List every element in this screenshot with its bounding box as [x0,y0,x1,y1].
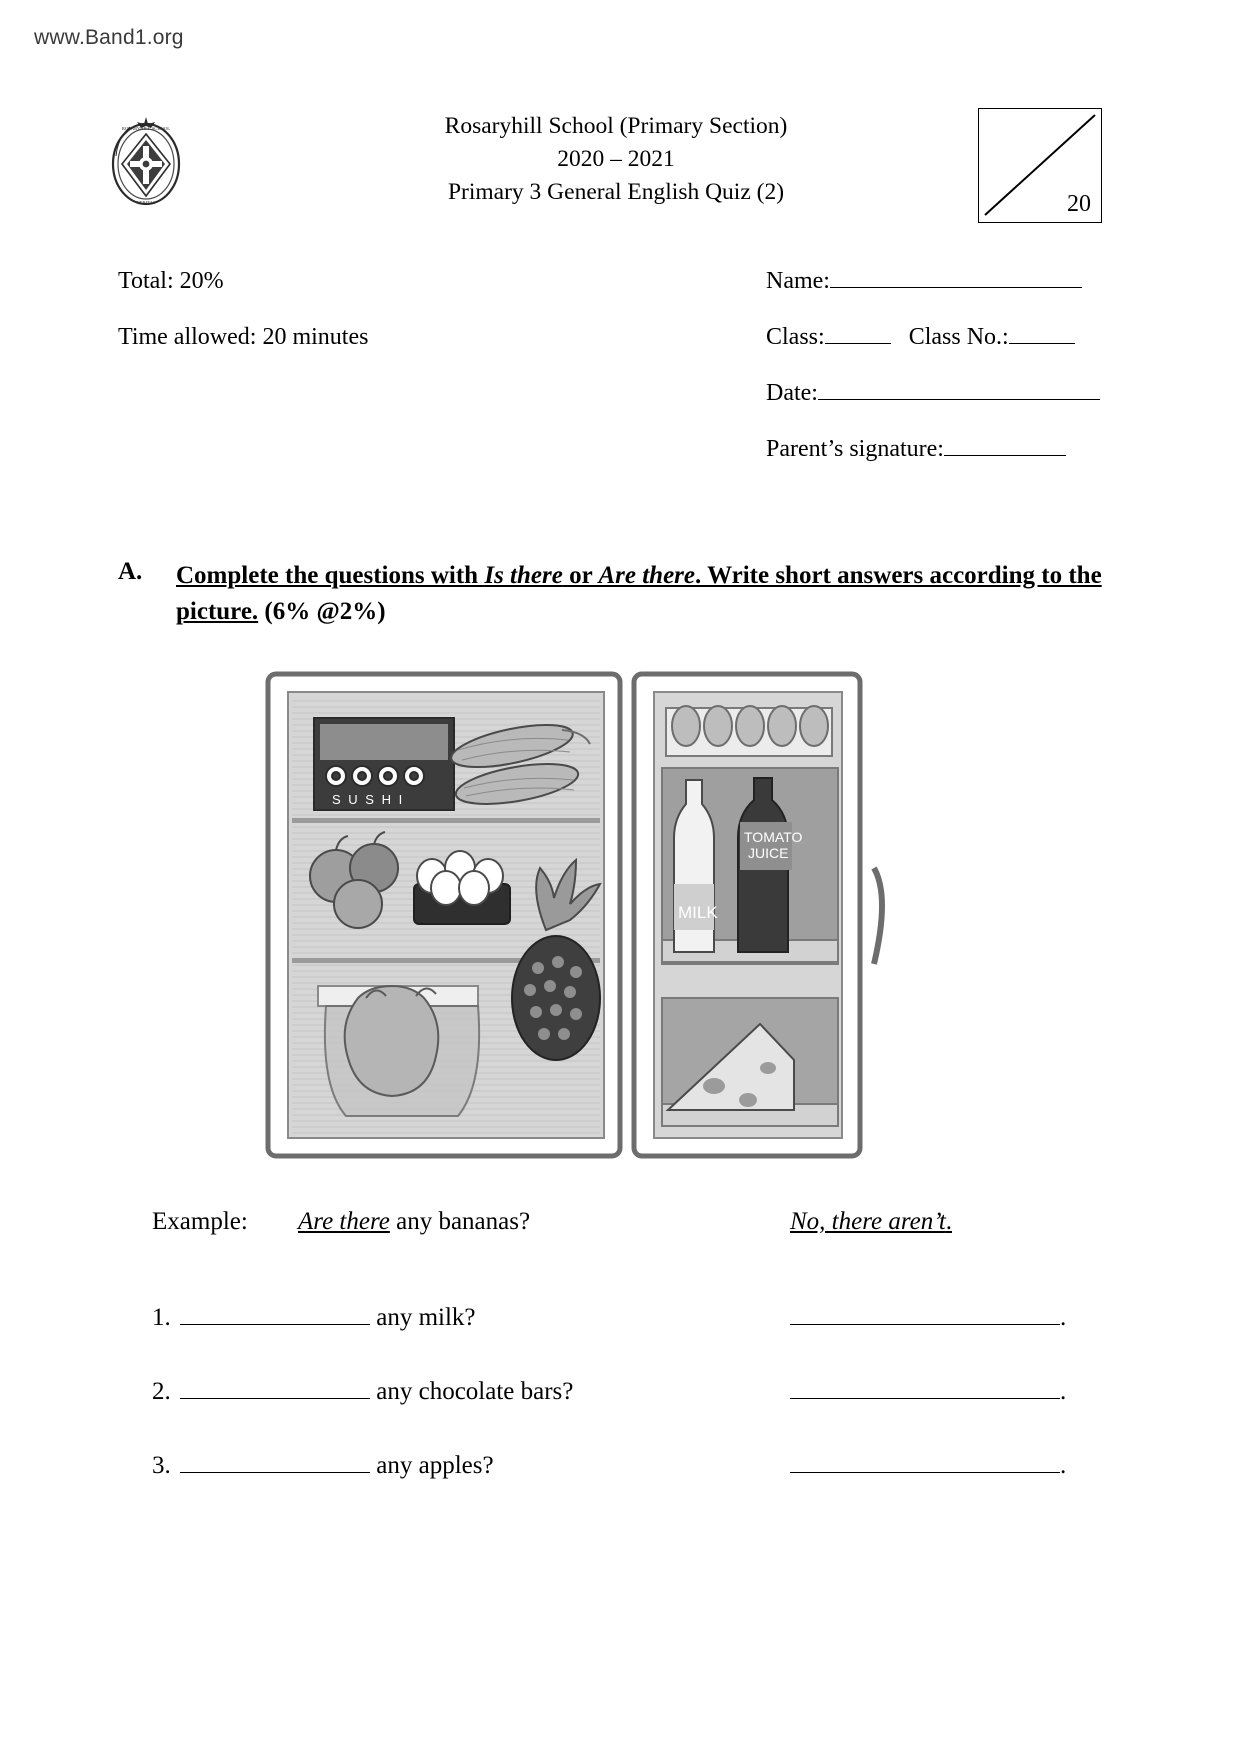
section-a-letter: A. [118,558,143,585]
question-1-answer [790,1304,1066,1332]
sushi-label: S U S H I [332,792,405,807]
questions-block [118,1208,1128,1526]
question-2-answer-dot: . [1060,1378,1067,1405]
instruction-is-there: Is there [484,562,563,589]
question-3-text: any apples? [370,1452,494,1479]
info-row-total [118,268,1124,324]
question-row-1 [118,1304,1128,1378]
question-2-text: any chocolate bars? [370,1378,574,1405]
question-1-text: any milk? [370,1304,476,1331]
question-2-answer [790,1378,1066,1406]
example-row [118,1208,1128,1282]
question-2-number: 2. [152,1378,171,1405]
example-question [298,1208,530,1236]
section-a-instruction [176,558,1106,630]
example-answer-text: No, there aren’t [790,1208,946,1235]
school-title-block [346,110,886,209]
example-text: any bananas? [389,1208,531,1235]
instruction-marks: (6% @2%) [258,598,386,625]
question-3-answer-dot: . [1060,1452,1067,1479]
question-3-answer-blank[interactable] [790,1472,1060,1473]
name-field [766,268,1082,295]
example-label: Example: [152,1208,248,1235]
tomato-juice-label-2: JUICE [748,845,789,861]
tomato-juice-label-1: TOMATO [744,829,803,845]
question-row-2 [118,1378,1128,1452]
svg-text:VERITAS: VERITAS [136,200,156,205]
instruction-are-there: Are there [598,562,696,589]
class-no-label: Class No.: [908,324,1009,350]
question-1-body [180,1304,476,1332]
class-no-input[interactable] [1009,343,1075,344]
time-allowed: Time allowed: 20 minutes [118,324,369,350]
question-1-number: 1. [152,1304,171,1331]
document-header [96,108,1124,228]
class-field [766,324,1075,351]
parent-signature-field [766,436,1066,463]
total-marks: Total: 20% [118,268,224,294]
instruction-or: or [562,562,599,589]
info-row-time [118,324,1124,380]
question-3-number: 3. [152,1452,171,1479]
example-answer [790,1208,952,1236]
date-input[interactable] [818,399,1100,400]
example-answer-dot: . [945,1208,953,1235]
school-year: 2020 – 2021 [557,146,675,172]
question-1-answer-dot: . [1060,1304,1067,1331]
watermark: www.Band1.org [34,26,184,49]
fridge-picture [262,668,930,1168]
question-1-blank[interactable] [180,1324,370,1325]
school-crest-icon [104,112,188,214]
question-2-answer-blank[interactable] [790,1398,1060,1399]
name-label: Name: [766,268,830,294]
date-label: Date: [766,380,818,406]
question-3-blank[interactable] [180,1472,370,1473]
class-label: Class: [766,324,825,350]
milk-label: MILK [678,903,718,922]
school-name: Rosaryhill School (Primary Section) [444,113,788,139]
question-row-3 [118,1452,1128,1526]
instruction-part2: . Write short answers according to the picture. [176,562,1102,625]
fridge-handle [874,868,882,964]
info-row-date [118,380,1124,436]
name-input[interactable] [830,287,1082,288]
class-input[interactable] [825,343,891,344]
parent-signature-label: Parent’s signature: [766,436,944,462]
question-2-body [180,1378,573,1406]
question-3-body [180,1452,494,1480]
score-total: 20 [1067,191,1091,217]
question-2-blank[interactable] [180,1398,370,1399]
question-3-answer [790,1452,1066,1480]
score-box [978,108,1102,223]
date-field [766,380,1100,407]
example-cue: Are there [298,1208,390,1235]
info-row-parent [118,436,1124,492]
quiz-title: Primary 3 General English Quiz (2) [447,179,785,205]
question-1-answer-blank[interactable] [790,1324,1060,1325]
exam-info [118,268,1124,492]
instruction-part1: Complete the questions with [176,562,485,589]
svg-text:ROSARYHILL SCHOOL: ROSARYHILL SCHOOL [121,126,171,131]
parent-signature-input[interactable] [944,455,1066,456]
